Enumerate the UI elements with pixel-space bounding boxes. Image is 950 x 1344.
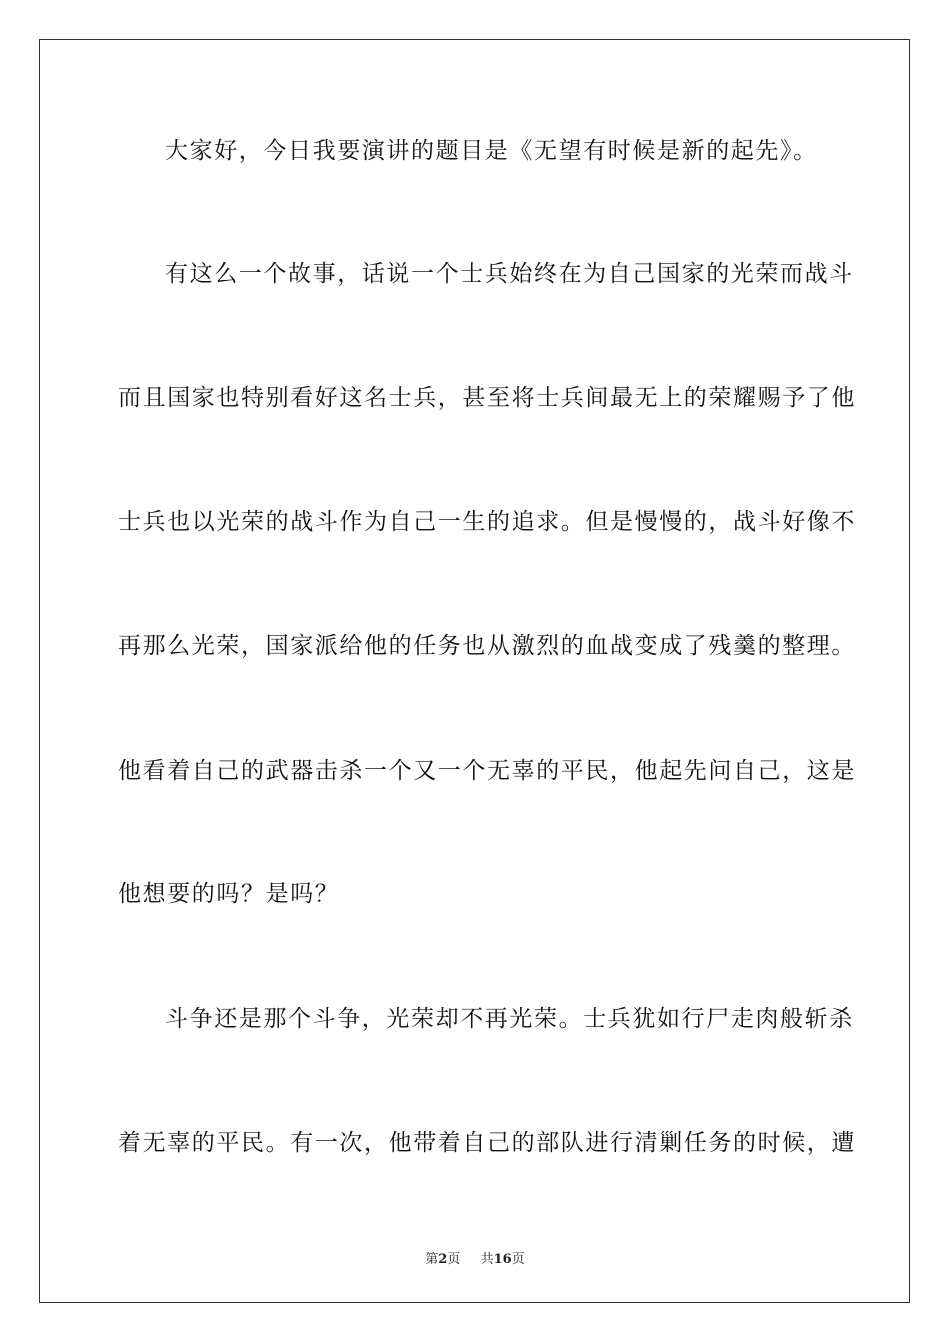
paragraph-line: 有这么一个故事，话说一个士兵始终在为自己国家的光荣而战斗 [165, 261, 854, 287]
paragraph-line: 士兵也以光荣的战斗作为自己一生的追求。但是慢慢的，战斗好像不 [118, 509, 856, 535]
paragraph-line: 着无辜的平民。有一次，他带着自己的部队进行清剿任务的时候，遭 [118, 1130, 856, 1156]
page-prefix: 第 [425, 1252, 439, 1267]
page-suffix: 页 [447, 1252, 461, 1267]
page-footer [0, 1248, 950, 1267]
paragraph-line: 大家好，今日我要演讲的题目是《无望有时候是新的起先》。 [165, 138, 818, 164]
paragraph-line: 再那么光荣，国家派给他的任务也从激烈的血战变成了残羹的整理。 [118, 633, 856, 659]
paragraph-line: 他看着自己的武器击杀一个又一个无辜的平民，他起先问自己，这是 [118, 758, 856, 784]
total-prefix: 共 [480, 1252, 494, 1267]
paragraph-line: 他想要的吗？是吗？ [118, 881, 340, 907]
current-page-number: 2 [438, 1252, 448, 1267]
page-border [39, 39, 910, 1303]
paragraph-line: 而且国家也特别看好这名士兵，甚至将士兵间最无上的荣耀赐予了他 [118, 385, 856, 411]
total-page-number: 16 [493, 1252, 512, 1267]
paragraph-line: 斗争还是那个斗争，光荣却不再光荣。士兵犹如行尸走肉般斩杀 [165, 1006, 854, 1032]
total-suffix: 页 [511, 1252, 525, 1267]
